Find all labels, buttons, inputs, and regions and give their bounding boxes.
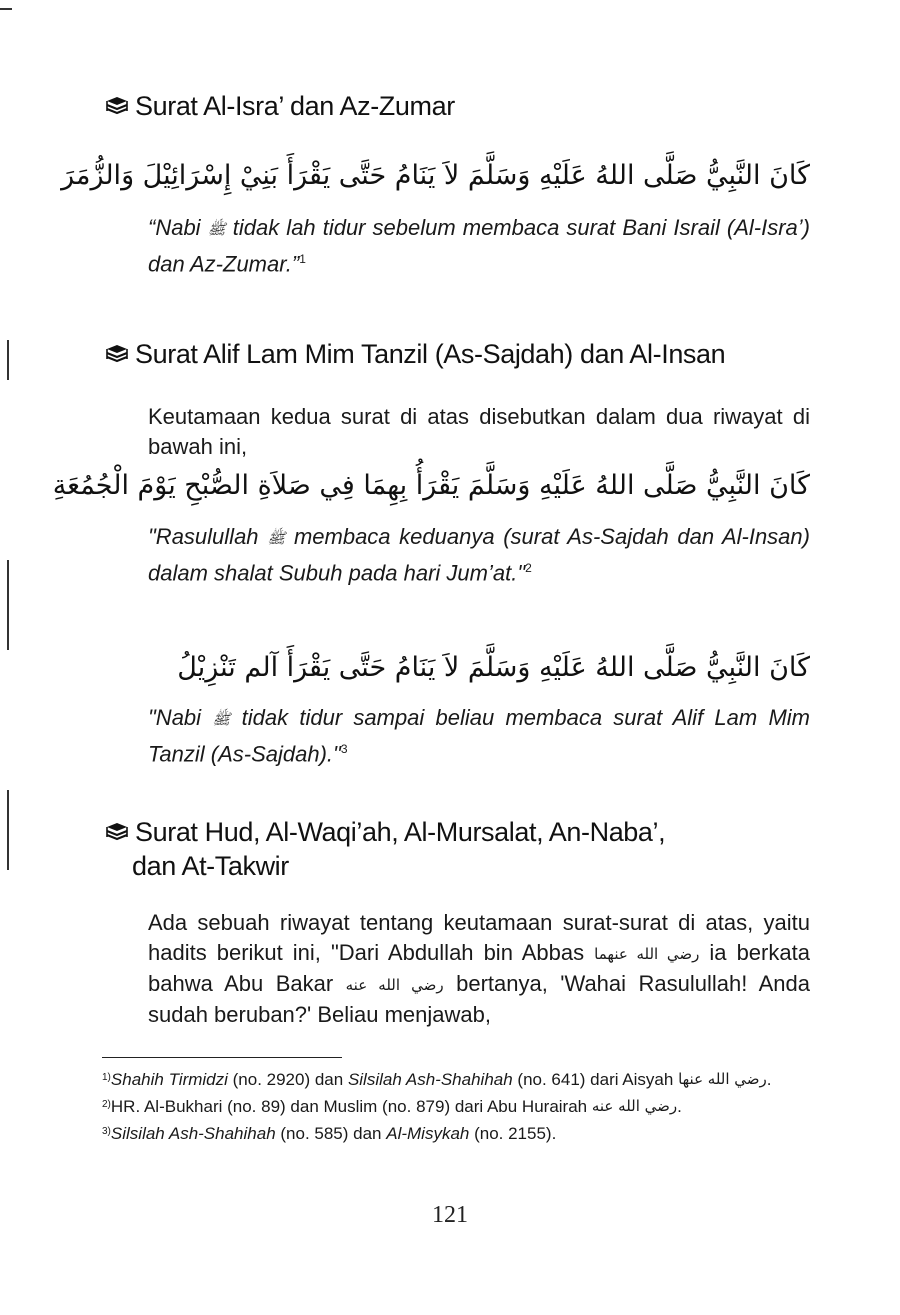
- section-heading-sajdah-insan: [105, 337, 825, 371]
- footnote-2: $^{2)}$HR. Al-Bukhari (no. 89) dan Muslim (no. 879) dari Abu Hurairah رضي الله عنه.: [102, 1097, 682, 1116]
- footnote-1: $^{1)}$Shahih Tirmidzi (no. 2920) dan Silsilah Ash-Shahihah (no. 641) dari Aisyah رضي الله عنها.: [102, 1070, 772, 1089]
- radhiyallahu-honorific: رضي الله عنه: [591, 1097, 678, 1115]
- book-icon: [105, 817, 129, 839]
- arabic-hadith-text: كَانَ النَّبِيُّ صَلَّى اللهُ عَلَيْهِ وَسَلَّمَ لاَ يَنَامُ حَتَّى يَقْرَأَ آلم تَنْزِيْلُ: [177, 652, 810, 683]
- intro-paragraph: Keutamaan kedua surat di atas disebutkan dalam dua riwayat di bawah ini,: [148, 404, 810, 459]
- hadith-translation-quote: “Nabi ﷺ tidak lah tidur sebelum membaca surat Bani Israil (Al-Isra’) dan Az-Zumar.”$^1$: [148, 215, 810, 277]
- scan-edge-mark: [7, 340, 9, 380]
- footnote-divider: [102, 1057, 342, 1058]
- heading-text: Surat Al-Isra’ dan Az-Zumar: [135, 91, 455, 121]
- heading-text-line2: dan At-Takwir: [132, 851, 289, 881]
- arabic-hadith-text: كَانَ النَّبِيُّ صَلَّى اللهُ عَلَيْهِ وَسَلَّمَ لاَ يَنَامُ حَتَّى يَقْرَأَ بَنِيْ إِسْرَائِيْلَ وَالزُّمَرَ: [61, 160, 810, 191]
- footnote-marker: 3: [340, 742, 348, 756]
- radhiyallahu-honorific: رضي الله عنه: [345, 976, 444, 994]
- hadith-translation-quote: "Rasulullah ﷺ membaca keduanya (surat As-Sajdah dan Al-Insan) dalam shalat Subuh pada hari Jum’at."$^2$: [148, 524, 810, 586]
- footnote-marker: 1: [299, 252, 306, 266]
- page-number: 121: [432, 1202, 468, 1228]
- salawat-honorific: ﷺ: [267, 529, 286, 547]
- arabic-hadith-text: كَانَ النَّبِيُّ صَلَّى اللهُ عَلَيْهِ وَسَلَّمَ يَقْرَأُ بِهِمَا فِي صَلاَةِ الصُّبْحِ يَوْمَ الْجُمُعَةِ: [52, 470, 810, 501]
- footnote-marker: 2: [525, 561, 532, 575]
- scan-edge-mark: [7, 560, 9, 650]
- radhiyallahu-honorific: رضي الله عنهما: [594, 945, 700, 963]
- salawat-honorific: ﷺ: [207, 220, 226, 238]
- book-icon: [105, 91, 129, 113]
- footnote-3: $^{3)}$Silsilah Ash-Shahihah (no. 585) dan Al-Misykah (no. 2155).: [102, 1124, 557, 1143]
- heading-text: Surat Alif Lam Mim Tanzil (As-Sajdah) dan Al-Insan: [135, 339, 726, 369]
- body-paragraph: Ada sebuah riwayat tentang keutamaan surat-surat di atas, yaitu hadits berikut ini, "Dari Abdullah bin Abbas رضي الله عنهما ia berkata bahwa Abu Bakar رضي الله عنه bertanya, 'Wahai Rasulullah! Anda sudah beruban?' Beliau menjawab,: [148, 910, 810, 1027]
- salawat-honorific: ﷺ: [212, 710, 231, 728]
- hadith-translation-quote: "Nabi ﷺ tidak tidur sampai beliau membaca surat Alif Lam Mim Tanzil (As-Sajdah)."$^3$: [148, 705, 810, 767]
- book-icon: [105, 339, 129, 361]
- scan-edge-mark: [0, 8, 12, 10]
- section-heading-hud-waqiah: [105, 815, 825, 883]
- section-heading-isra-zumar: [105, 89, 825, 123]
- radhiyallahu-honorific: رضي الله عنها: [678, 1070, 767, 1088]
- scan-edge-mark: [7, 790, 9, 870]
- heading-text: Surat Hud, Al-Waqi’ah, Al-Mursalat, An-Naba’,: [135, 817, 666, 847]
